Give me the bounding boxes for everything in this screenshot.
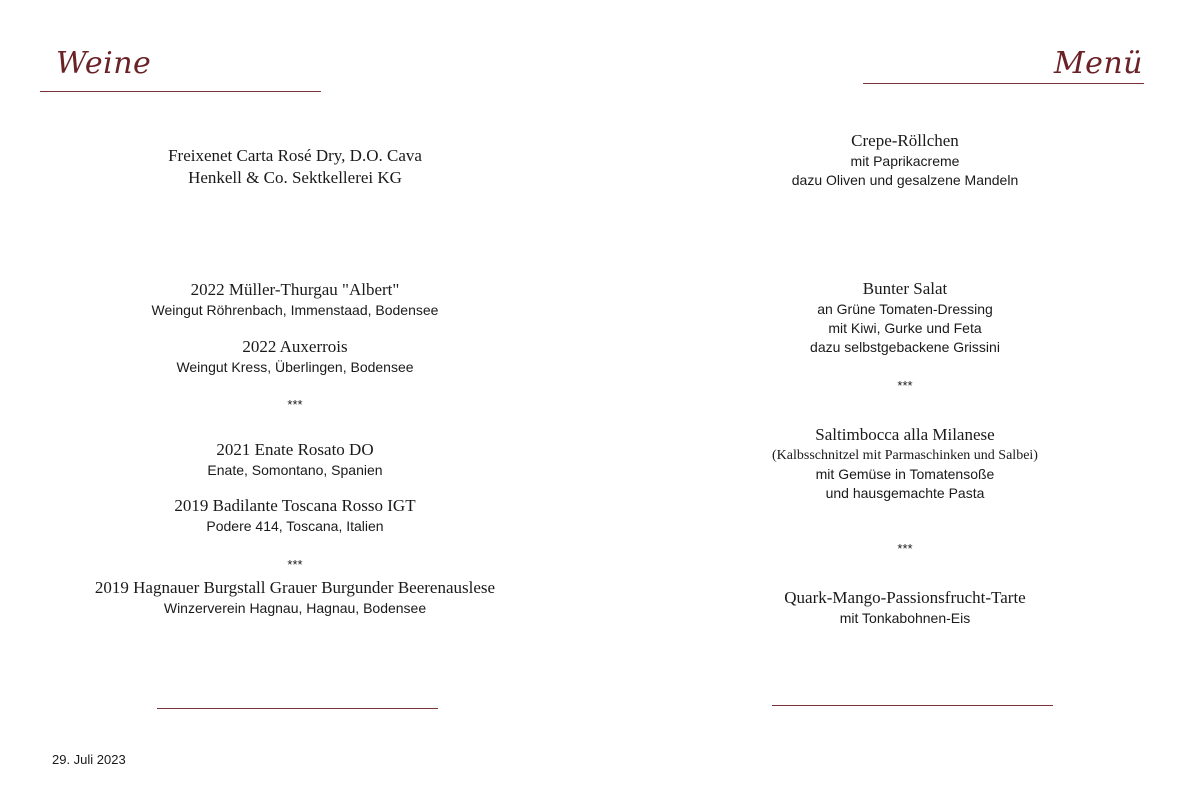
course-description: mit Kiwi, Gurke und Feta [828, 320, 982, 336]
course-description: und hausgemachte Pasta [825, 485, 985, 501]
menu-heading: Menü [1053, 46, 1143, 81]
menu-bottom-rule [772, 705, 1053, 706]
course-description: dazu selbstgebackene Grissini [810, 339, 1000, 355]
course-description: dazu Oliven und gesalzene Mandeln [791, 172, 1019, 188]
course-title: Saltimbocca alla Milanese [815, 425, 995, 444]
sparkling-wine-entry [40, 145, 550, 189]
course-description: mit Gemüse in Tomatensoße [815, 466, 995, 482]
wine-name: 2022 Müller-Thurgau "Albert" [190, 280, 400, 299]
wine-producer: Podere 414, Toscana, Italien [206, 518, 384, 534]
course-dessert [655, 587, 1155, 628]
wine-entry [40, 577, 550, 618]
separator: *** [287, 557, 303, 572]
sparkling-wine-producer: Henkell & Co. Sektkellerei KG [188, 168, 402, 187]
menu-heading-rule [863, 83, 1144, 84]
separator: *** [897, 378, 913, 393]
course-starter [655, 130, 1155, 190]
course-title: Crepe-Röllchen [851, 131, 959, 150]
course-title: Quark-Mango-Passionsfrucht-Tarte [784, 588, 1026, 607]
separator: *** [287, 397, 303, 412]
wine-producer: Weingut Röhrenbach, Immenstaad, Bodensee [151, 302, 439, 318]
course-description: mit Paprikacreme [850, 153, 960, 169]
separator: *** [897, 541, 913, 556]
wine-producer: Weingut Kress, Überlingen, Bodensee [176, 359, 414, 375]
sparkling-wine-name: Freixenet Carta Rosé Dry, D.O. Cava [168, 146, 422, 165]
wine-entry [40, 495, 550, 536]
wine-bottom-rule [157, 708, 438, 709]
course-salad [655, 278, 1155, 357]
wine-entry [40, 439, 550, 480]
course-note: (Kalbsschnitzel mit Parmaschinken und Salbei) [772, 448, 1038, 463]
wine-name: 2019 Hagnauer Burgstall Grauer Burgunder Beerenauslese [94, 578, 496, 597]
wine-name: 2021 Enate Rosato DO [216, 440, 374, 459]
wine-heading: Weine [56, 46, 152, 81]
wine-producer: Winzerverein Hagnau, Hagnau, Bodensee [163, 600, 427, 616]
wine-entry [40, 279, 550, 320]
wine-entry [40, 336, 550, 377]
wine-name: 2019 Badilante Toscana Rosso IGT [174, 496, 416, 515]
wine-producer: Enate, Somontano, Spanien [207, 462, 383, 478]
wine-heading-rule [40, 91, 321, 92]
course-main [655, 424, 1155, 503]
course-title: Bunter Salat [862, 279, 948, 298]
course-description: an Grüne Tomaten-Dressing [817, 301, 993, 317]
wine-name: 2022 Auxerrois [242, 337, 348, 356]
course-description: mit Tonkabohnen-Eis [839, 610, 971, 626]
menu-date: 29. Juli 2023 [52, 752, 126, 767]
